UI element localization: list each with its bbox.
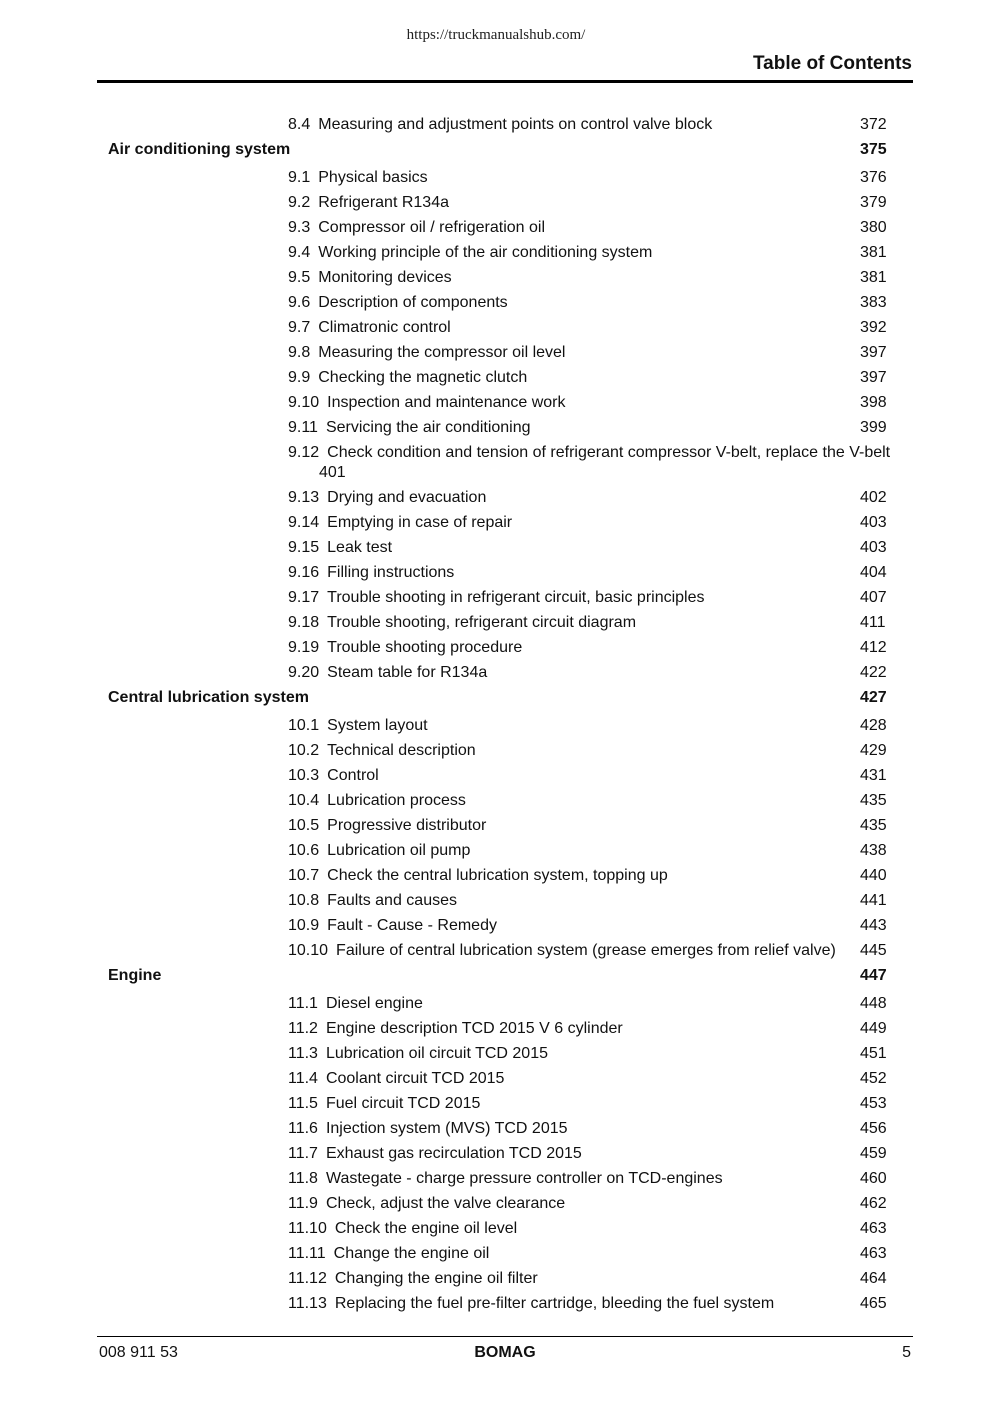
header-divider bbox=[97, 80, 913, 83]
brand-name: BOMAG bbox=[474, 1344, 536, 1361]
toc-entry-title bbox=[288, 1244, 489, 1264]
toc-entry-title bbox=[288, 293, 508, 313]
toc-entry-title bbox=[288, 418, 531, 438]
toc-entry-text: Measuring the compressor oil level bbox=[318, 344, 566, 361]
toc-entry-title bbox=[288, 1269, 538, 1289]
toc-entry-title bbox=[288, 1119, 568, 1139]
toc-entry-number: 9.2 bbox=[288, 194, 311, 211]
toc-page-number: 402 bbox=[860, 489, 887, 506]
toc-entry-title bbox=[288, 1094, 480, 1114]
toc-entry-text: Engine bbox=[108, 967, 162, 984]
toc-entry-number: 11.11 bbox=[288, 1245, 326, 1262]
toc-entry-number: 10.10 bbox=[288, 942, 329, 959]
toc-entry-text: Technical description bbox=[327, 742, 476, 759]
toc-entry-number: 11.7 bbox=[288, 1145, 318, 1162]
toc-entry-title bbox=[288, 513, 512, 533]
toc-entry-text: Changing the engine oil filter bbox=[334, 1270, 538, 1287]
toc-page-number: 381 bbox=[860, 244, 887, 261]
toc-entry-title bbox=[288, 193, 449, 213]
toc-entry-text: Central lubrication system bbox=[108, 689, 309, 706]
toc-page-number: 453 bbox=[860, 1095, 887, 1112]
toc-page-number: 379 bbox=[860, 194, 887, 211]
toc-page-number: 460 bbox=[860, 1170, 887, 1187]
toc-entry-number: 11.10 bbox=[288, 1220, 327, 1237]
toc-entry-text: Check the engine oil level bbox=[334, 1220, 518, 1237]
toc-entry-title bbox=[288, 218, 545, 238]
toc-entry-number: 10.9 bbox=[288, 917, 320, 934]
toc-entry-title bbox=[288, 1294, 774, 1314]
toc-entry-text: Measuring and adjustment points on control valve block bbox=[318, 116, 713, 133]
toc-page-number: 397 bbox=[860, 344, 887, 361]
toc-entry-title bbox=[288, 1069, 504, 1089]
page-title: Table of Contents bbox=[752, 53, 912, 74]
toc-entry-text: Compressor oil / refrigeration oil bbox=[318, 219, 545, 236]
toc-entry-text: Trouble shooting procedure bbox=[327, 639, 523, 656]
toc-entry-text: Physical basics bbox=[318, 169, 428, 186]
toc-page-number: 412 bbox=[860, 639, 887, 656]
toc-page-number: 435 bbox=[860, 817, 887, 834]
toc-page-number: 429 bbox=[860, 742, 887, 759]
toc-entry-title bbox=[288, 443, 910, 483]
toc-entry-title bbox=[288, 663, 487, 683]
toc-page-number: 431 bbox=[860, 767, 887, 784]
source-url: https://truckmanualshub.com/ bbox=[406, 27, 586, 43]
toc-page-number: 445 bbox=[860, 942, 887, 959]
toc-page-number: 465 bbox=[860, 1295, 887, 1312]
toc-page-number: 447 bbox=[860, 967, 887, 984]
toc-entry-text: Filling instructions bbox=[327, 564, 455, 581]
toc-entry-title bbox=[288, 766, 379, 786]
toc-entry-title bbox=[288, 1169, 723, 1189]
toc-entry-text: Change the engine oil bbox=[333, 1245, 490, 1262]
toc-entry-number: 9.11 bbox=[288, 419, 318, 436]
toc-page-number: 411 bbox=[860, 614, 886, 631]
toc-entry-number: 11.6 bbox=[288, 1120, 318, 1137]
toc-page-number: 459 bbox=[860, 1145, 887, 1162]
toc-entry-title bbox=[288, 115, 712, 135]
toc-page-number: 451 bbox=[860, 1045, 887, 1062]
toc-entry-number: 11.13 bbox=[288, 1295, 327, 1312]
toc-entry-title bbox=[288, 1219, 517, 1239]
toc-entry-title bbox=[288, 393, 566, 413]
document-number: 008 911 53 bbox=[99, 1344, 178, 1361]
toc-entry-number: 11.12 bbox=[288, 1270, 327, 1287]
toc-entry-title bbox=[288, 243, 652, 263]
toc-entry-text: Engine description TCD 2015 V 6 cylinder bbox=[325, 1020, 623, 1037]
toc-entry-title bbox=[288, 488, 486, 508]
toc-page-number: 383 bbox=[860, 294, 887, 311]
toc-page-number: 428 bbox=[860, 717, 887, 734]
toc-entry-text: Trouble shooting in refrigerant circuit, basic principles bbox=[327, 589, 705, 606]
toc-entry-title bbox=[288, 368, 527, 388]
toc-entry-text: Control bbox=[327, 767, 379, 784]
toc-entry-text: Injection system (MVS) TCD 2015 bbox=[325, 1120, 568, 1137]
toc-entry-number: 9.5 bbox=[288, 269, 311, 286]
toc-entry-title bbox=[288, 916, 497, 936]
toc-entry-text: Replacing the fuel pre-filter cartridge, bleeding the fuel system bbox=[334, 1295, 775, 1312]
toc-entry-number: 8.4 bbox=[288, 116, 311, 133]
toc-page-number: 452 bbox=[860, 1070, 887, 1087]
toc-entry-number: 11.3 bbox=[288, 1045, 318, 1062]
toc-entry-text: Lubrication oil pump bbox=[327, 842, 471, 859]
toc-entry-text: System layout bbox=[327, 717, 428, 734]
toc-page-number: 441 bbox=[860, 892, 887, 909]
toc-page-number: 438 bbox=[860, 842, 887, 859]
toc-entry-title bbox=[288, 1044, 548, 1064]
toc-page-number: 422 bbox=[860, 664, 887, 681]
toc-entry-text: Progressive distributor bbox=[327, 817, 487, 834]
toc-page-number: 403 bbox=[860, 539, 887, 556]
toc-page-number: 380 bbox=[860, 219, 887, 236]
toc-entry-text: Checking the magnetic clutch bbox=[318, 369, 528, 386]
toc-entry-title bbox=[288, 343, 565, 363]
toc-page-number: 462 bbox=[860, 1195, 887, 1212]
toc-entry-text: Servicing the air conditioning bbox=[325, 419, 531, 436]
toc-entry-text: Inspection and maintenance work bbox=[327, 394, 566, 411]
toc-entry-number: 9.10 bbox=[288, 394, 320, 411]
toc-page-number: 399 bbox=[860, 419, 887, 436]
toc-entry-title bbox=[288, 866, 668, 886]
toc-entry-number: 10.2 bbox=[288, 742, 320, 759]
toc-entry-number: 9.13 bbox=[288, 489, 320, 506]
toc-entry-number: 10.6 bbox=[288, 842, 320, 859]
toc-entry-text: Failure of central lubrication system (grease emerges from relief valve) bbox=[336, 942, 836, 959]
toc-entry-title bbox=[288, 168, 428, 188]
toc-entry-text: Climatronic control bbox=[318, 319, 451, 336]
toc-entry-number: 10.8 bbox=[288, 892, 320, 909]
toc-page-number: 381 bbox=[860, 269, 887, 286]
toc-entry-text: Fuel circuit TCD 2015 bbox=[325, 1095, 481, 1112]
toc-entry-number: 11.8 bbox=[288, 1170, 318, 1187]
toc-entry-title bbox=[288, 1144, 582, 1164]
toc-entry-title bbox=[288, 613, 636, 633]
page-number: 5 bbox=[902, 1344, 911, 1361]
toc-entry-number: 9.12 bbox=[288, 444, 320, 461]
toc-entry-text: Steam table for R134a bbox=[327, 664, 488, 681]
toc-entry-title bbox=[288, 1194, 565, 1214]
toc-entry-number: 10.4 bbox=[288, 792, 320, 809]
toc-entry-number: 10.5 bbox=[288, 817, 320, 834]
toc-entry-text: Diesel engine bbox=[325, 995, 423, 1012]
toc-page-number: 398 bbox=[860, 394, 887, 411]
toc-entry-text: Check the central lubrication system, topping up bbox=[327, 867, 668, 884]
toc-entry-text: Drying and evacuation bbox=[327, 489, 487, 506]
toc-entry-title bbox=[108, 966, 161, 986]
toc-entry-number: 9.9 bbox=[288, 369, 311, 386]
toc-page-number: 443 bbox=[860, 917, 887, 934]
toc-page-number: 407 bbox=[860, 589, 887, 606]
toc-page-number: 375 bbox=[860, 141, 887, 158]
toc-entry-text: Check, adjust the valve clearance bbox=[325, 1195, 566, 1212]
toc-entry-text: Lubrication process bbox=[327, 792, 466, 809]
toc-entry-text: Monitoring devices bbox=[318, 269, 452, 286]
toc-entry-text: Air conditioning system bbox=[108, 141, 291, 158]
toc-page-number: 397 bbox=[860, 369, 887, 386]
toc-page-number: 372 bbox=[860, 116, 887, 133]
toc-page-number: 376 bbox=[860, 169, 887, 186]
toc-entry-number: 11.2 bbox=[288, 1020, 318, 1037]
footer-divider bbox=[97, 1336, 913, 1337]
toc-entry-title bbox=[288, 891, 457, 911]
toc-page-number: 440 bbox=[860, 867, 887, 884]
toc-entry-number: 9.20 bbox=[288, 664, 320, 681]
toc-entry-text: Description of components bbox=[318, 294, 508, 311]
toc-entry-text: Emptying in case of repair bbox=[327, 514, 513, 531]
toc-entry-number: 9.15 bbox=[288, 539, 320, 556]
toc-entry-text: Faults and causes bbox=[327, 892, 457, 909]
toc-entry-text: Coolant circuit TCD 2015 bbox=[325, 1070, 505, 1087]
toc-entry-number: 11.9 bbox=[288, 1195, 318, 1212]
toc-entry-number: 9.16 bbox=[288, 564, 320, 581]
toc-entry-text: Fault - Cause - Remedy bbox=[327, 917, 497, 934]
toc-entry-text: Leak test bbox=[327, 539, 393, 556]
toc-entry-text: Lubrication oil circuit TCD 2015 bbox=[325, 1045, 548, 1062]
toc-page-number: 456 bbox=[860, 1120, 887, 1137]
toc-page-number: 463 bbox=[860, 1245, 887, 1262]
toc-entry-number: 9.18 bbox=[288, 614, 320, 631]
toc-entry-title bbox=[108, 688, 309, 708]
toc-entry-number: 9.6 bbox=[288, 294, 311, 311]
toc-entry-title bbox=[108, 140, 290, 160]
toc-page-number: 435 bbox=[860, 792, 887, 809]
toc-entry-title bbox=[288, 791, 466, 811]
toc-entry-title bbox=[288, 563, 454, 583]
toc-page-number: 427 bbox=[860, 689, 887, 706]
toc-page-number: 463 bbox=[860, 1220, 887, 1237]
toc-entry-title bbox=[288, 816, 486, 836]
toc-entry-text: Wastegate - charge pressure controller on TCD-engines bbox=[325, 1170, 723, 1187]
toc-entry-title bbox=[288, 318, 451, 338]
toc-entry-text: Check condition and tension of refrigerant compressor V-belt, replace the V-belt bbox=[327, 444, 891, 461]
toc-page-number: 401 bbox=[319, 464, 346, 481]
toc-entry-title bbox=[288, 268, 452, 288]
toc-entry-number: 9.1 bbox=[288, 169, 311, 186]
toc-entry-number: 9.3 bbox=[288, 219, 311, 236]
toc-entry-title bbox=[288, 716, 428, 736]
toc-entry-number: 9.14 bbox=[288, 514, 320, 531]
toc-entry-text: Refrigerant R134a bbox=[318, 194, 449, 211]
toc-entry-title bbox=[288, 841, 470, 861]
toc-entry-number: 9.17 bbox=[288, 589, 320, 606]
toc-entry-number: 11.4 bbox=[288, 1070, 318, 1087]
toc-page-number: 448 bbox=[860, 995, 887, 1012]
toc-entry-title bbox=[288, 994, 423, 1014]
toc-entry-title bbox=[288, 588, 705, 608]
toc-entry-text: Working principle of the air conditioning system bbox=[318, 244, 653, 261]
toc-page-number: 449 bbox=[860, 1020, 887, 1037]
toc-entry-number: 11.5 bbox=[288, 1095, 318, 1112]
toc-page-number: 404 bbox=[860, 564, 887, 581]
toc-entry-number: 11.1 bbox=[288, 995, 318, 1012]
toc-page-number: 464 bbox=[860, 1270, 887, 1287]
toc-entry-number: 9.4 bbox=[288, 244, 311, 261]
toc-page-number: 403 bbox=[860, 514, 887, 531]
toc-entry-text: Trouble shooting, refrigerant circuit diagram bbox=[327, 614, 637, 631]
toc-entry-number: 10.3 bbox=[288, 767, 320, 784]
toc-entry-number: 10.1 bbox=[288, 717, 320, 734]
toc-entry-number: 9.8 bbox=[288, 344, 311, 361]
toc-page-number: 392 bbox=[860, 319, 887, 336]
toc-entry-title bbox=[288, 941, 836, 961]
toc-entry-number: 10.7 bbox=[288, 867, 320, 884]
toc-entry-text: Exhaust gas recirculation TCD 2015 bbox=[325, 1145, 582, 1162]
toc-entry-title bbox=[288, 538, 392, 558]
toc-entry-title bbox=[288, 741, 476, 761]
toc-entry-title bbox=[288, 638, 522, 658]
toc-entry-number: 9.19 bbox=[288, 639, 320, 656]
toc-entry-number: 9.7 bbox=[288, 319, 311, 336]
toc-entry-title bbox=[288, 1019, 623, 1039]
